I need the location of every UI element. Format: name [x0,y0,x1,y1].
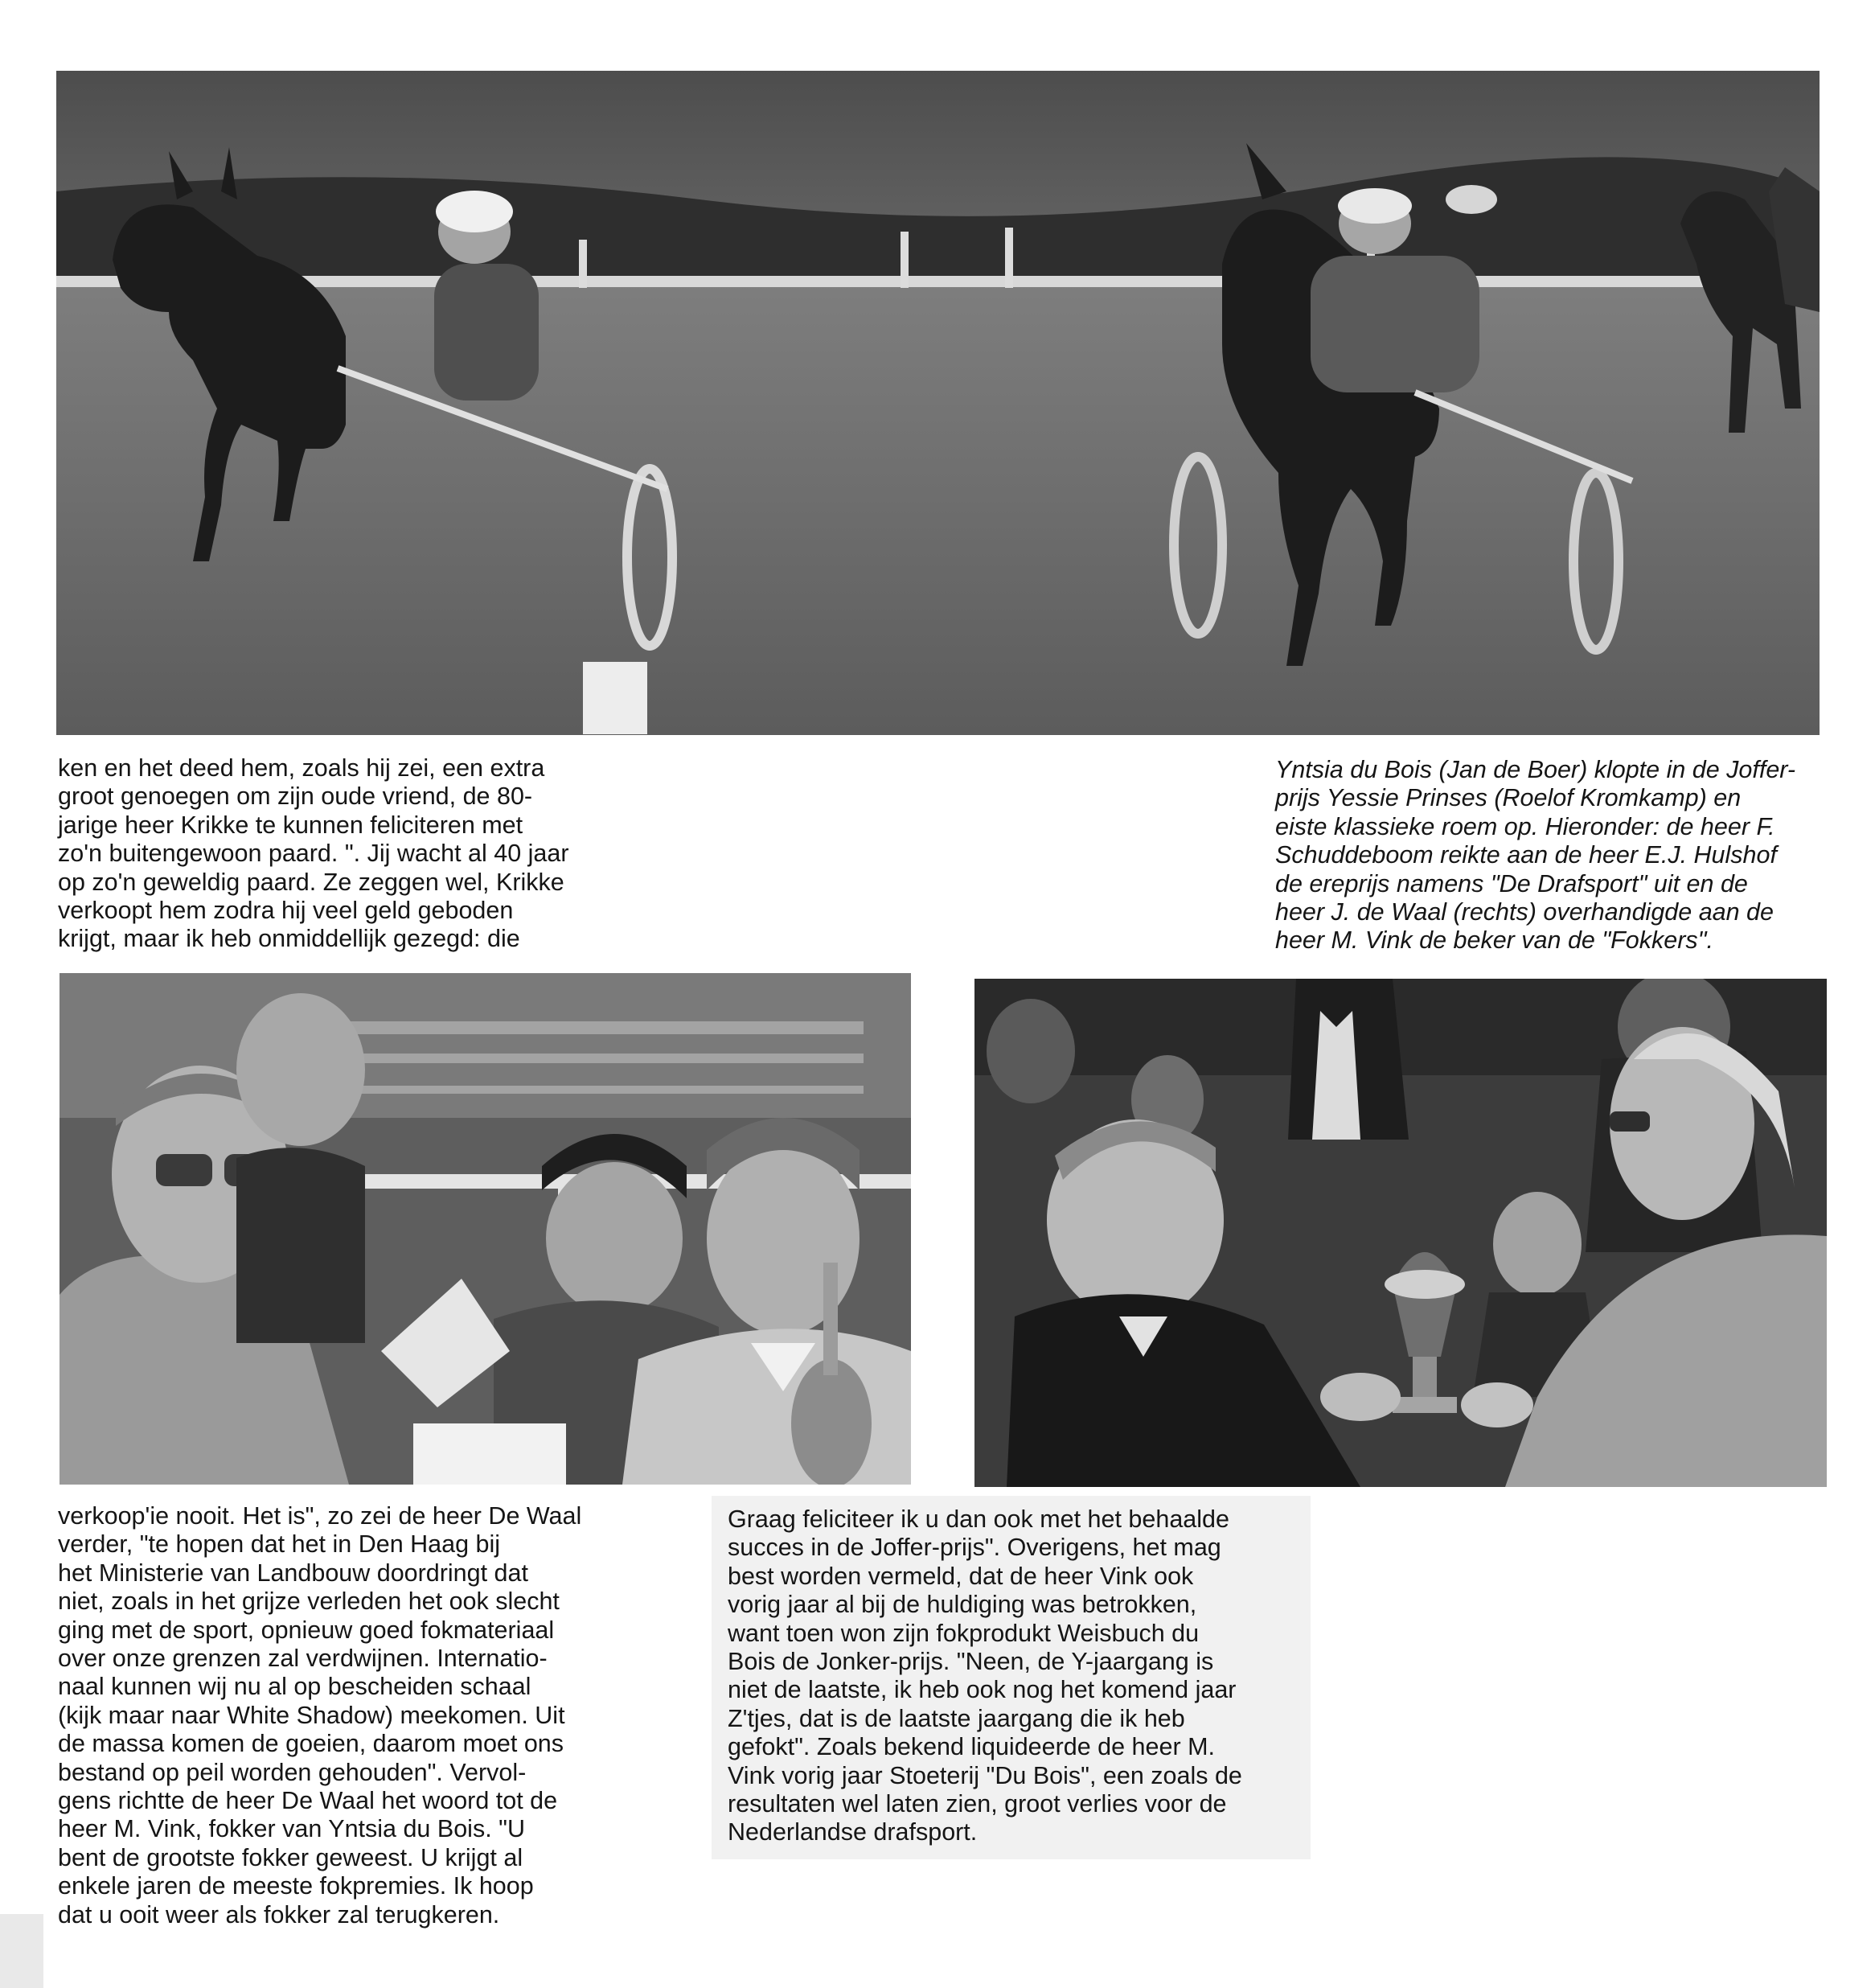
caption-line: prijs Yessie Prinses (Roelof Kromkamp) en [1275,784,1742,812]
text-line: ging met de sport, opnieuw goed fokmateriaal [58,1616,555,1644]
text-line: het Ministerie van Landbouw doordringt dat [58,1559,528,1587]
text-line: (kijk maar naar White Shadow) meekomen. Uit [58,1701,565,1729]
text-line: de massa komen de goeien, daarom moet ons [58,1730,564,1758]
text-line: gefokt". Zoals bekend liquideerde de heer M. [728,1733,1215,1761]
text-line: op zo'n geweldig paard. Ze zeggen wel, Krikke [58,868,564,896]
text-line: verkoop'ie nooit. Het is", zo zei de heer De Waal [58,1502,582,1530]
text-line: Z'tjes, dat is de laatste jaargang die ik heb [728,1704,1185,1732]
photo-harness-race [56,71,1820,735]
text-line: dat u ooit weer als fokker zal terugkeren. [58,1900,500,1928]
text-line: over onze grenzen zal verdwijnen. Internatio- [58,1645,548,1673]
article-text-top [58,754,658,954]
text-line: succes in de Joffer-prijs". Overigens, het mag [728,1534,1221,1562]
caption-line: heer J. de Waal (rechts) overhandigde aan de [1275,898,1774,926]
text-line: want toen won zijn fokprodukt Weisbuch du [728,1619,1200,1647]
text-line: niet de laatste, ik heb ook nog het komend jaar [728,1676,1237,1704]
caption-line: de ereprijs namens "De Drafsport" uit en de [1275,869,1748,897]
text-line: verkoopt hem zodra hij veel geld geboden [58,897,514,925]
text-line: niet, zoals in het grijze verleden het ook slecht [58,1588,560,1616]
text-line: enkele jaren de meeste fokpremies. Ik hoop [58,1872,534,1900]
caption-line: Yntsia du Bois (Jan de Boer) klopte in de Joffer- [1275,756,1796,783]
caption-line: eiste klassieke roem op. Hieronder: de heer F. [1275,812,1775,840]
text-line: bestand op peil worden gehouden". Vervol- [58,1758,527,1786]
photo-caption [1275,756,1871,955]
text-line: gens richtte de heer De Waal het woord tot de [58,1787,558,1815]
text-line: groot genoegen om zijn oude vriend, de 80- [58,782,533,811]
photo-trophy-group [59,973,911,1485]
text-line: naal kunnen wij nu al op bescheiden schaal [58,1673,531,1701]
text-line: Graag feliciteer ik u dan ook met het behaalde [728,1505,1229,1533]
text-line: resultaten wel laten zien, groot verlies voor de [728,1790,1227,1818]
article-text-bottom-left [58,1502,632,1929]
text-line: Nederlandse drafsport. [728,1818,978,1846]
caption-line: heer M. Vink de beker van de "Fokkers". [1275,926,1713,955]
scan-edge [0,1914,43,1988]
caption-line: Schuddeboom reikte aan de heer E.J. Hulshof [1275,841,1777,869]
text-line: bent de grootste fokker geweest. U krijgt al [58,1843,523,1871]
text-line: jarige heer Krikke te kunnen feliciteren met [58,811,523,839]
text-line: krijgt, maar ik heb onmiddellijk gezegd: die [58,925,520,953]
text-line: ken en het deed hem, zoals hij zei, een extra [58,754,545,782]
text-line: vorig jaar al bij de huldiging was betrokken, [728,1591,1197,1619]
text-line: Bois de Jonker-prijs. "Neen, de Y-jaargang is [728,1648,1214,1676]
article-text-bottom-middle [728,1505,1292,1847]
text-line: zo'n buitengewoon paard. ". Jij wacht al 40 jaar [58,840,569,868]
text-line: Vink vorig jaar Stoeterij "Du Bois", een zoals de [728,1761,1242,1789]
text-line: heer M. Vink, fokker van Yntsia du Bois. "U [58,1815,526,1843]
photo-trophy-presentation [974,979,1827,1487]
text-line: best worden vermeld, dat de heer Vink ook [728,1562,1194,1590]
text-line: verder, "te hopen dat het in Den Haag bij [58,1530,501,1559]
